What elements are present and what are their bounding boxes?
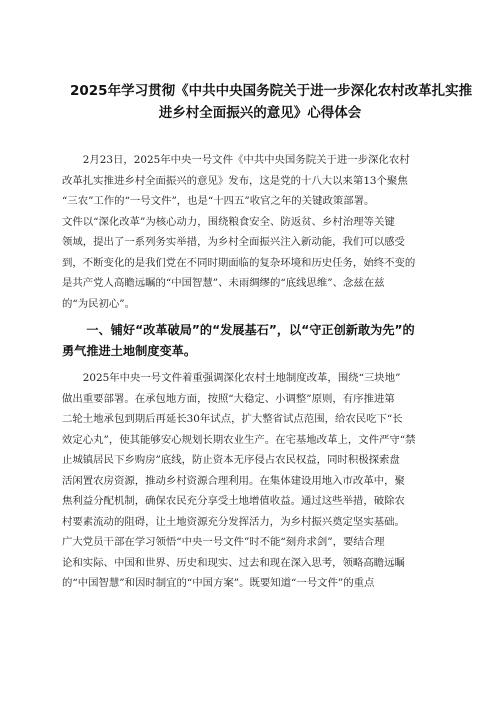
- paragraph-section-1: [62, 368, 458, 594]
- document-title: [70, 80, 473, 124]
- text-line: 做出重要部署。在承包地方面，按照“大稳定、小调整”原则，有序推进第: [62, 392, 395, 405]
- text-line: 活闲置农房资源，推动乡村资源合理利用。在集体建设用地入市改革中，聚: [62, 474, 405, 487]
- text-line: 领域，提出了一系列务实举措，为乡村全面振兴注入新动能，我们可以感受: [62, 236, 405, 248]
- heading-line: 勇气推进土地制度变革。: [62, 344, 197, 358]
- heading-line: 一、铺好“改革破局”的“发展基石”，以“守正创新敢为先”的: [62, 323, 415, 337]
- text-line: 村要素流动的阻碍，让土地资源充分发挥活力，为乡村振兴奠定坚实基础。: [62, 515, 405, 528]
- text-line: 2025年中央一号文件着重强调深化农村土地制度改革，围绕“三块地”: [62, 372, 401, 384]
- text-line: 是共产党人高瞻远瞩的“中国智慧”、未雨绸缪的“底线思维”、念兹在兹: [62, 277, 385, 289]
- paragraph-intro: [62, 150, 458, 314]
- text-line: 止城镇居民下乡购房”底线，防止资本无序侵占农民权益，同时积极探索盘: [62, 454, 400, 466]
- text-line: 到，不断变化的是我们党在不同时期面临的复杂环境和历史任务，始终不变的: [62, 256, 416, 269]
- text-line: 文件以“深化改革”为核心动力，围绕粮食安全、防返贫、乡村治理等关键: [62, 215, 395, 228]
- text-line: 论和实际、中国和世界、历史和现实、过去和现在深入思考，领略高瞻远瞩: [62, 556, 405, 569]
- text-line: “三农”工作的“一号文件”，也是“十四五”收官之年的关键政策部署。: [62, 195, 375, 207]
- text-line: 效定心丸”，使其能够安心规划长期农业生产。在宅基地改革上，文件严守“禁: [62, 433, 416, 446]
- text-line: 的“为民初心”。: [62, 297, 135, 310]
- text-line: 改革扎实推进乡村全面振兴的意见》发布，这是党的十八大以来第13个聚焦: [62, 174, 408, 187]
- title-line: 进乡村全面振兴的意见》心得体会: [158, 105, 362, 121]
- title-line: 2025年学习贯彻《中共中央国务院关于进一步深化农村改革扎实推: [70, 83, 473, 99]
- text-line: 2月23日，2025年中央一号文件《中共中央国务院关于进一步深化农村: [62, 154, 410, 166]
- document-body: [62, 150, 458, 594]
- text-line: 广大党员干部在学习领悟“中央一号文件”时不能“刻舟求剑”，要结合理: [62, 536, 385, 548]
- text-line: 二轮土地承包到期后再延长30年试点，扩大整省试点范围，给农民吃下“长: [62, 413, 403, 425]
- section-heading-1: [62, 320, 458, 362]
- text-line: 焦利益分配机制，确保农民充分享受土地增值收益。通过这些举措，破除农: [62, 495, 405, 507]
- text-line: 的“中国智慧”和因时制宜的“中国方案”。既要知道“一号文件”的重点: [62, 577, 375, 589]
